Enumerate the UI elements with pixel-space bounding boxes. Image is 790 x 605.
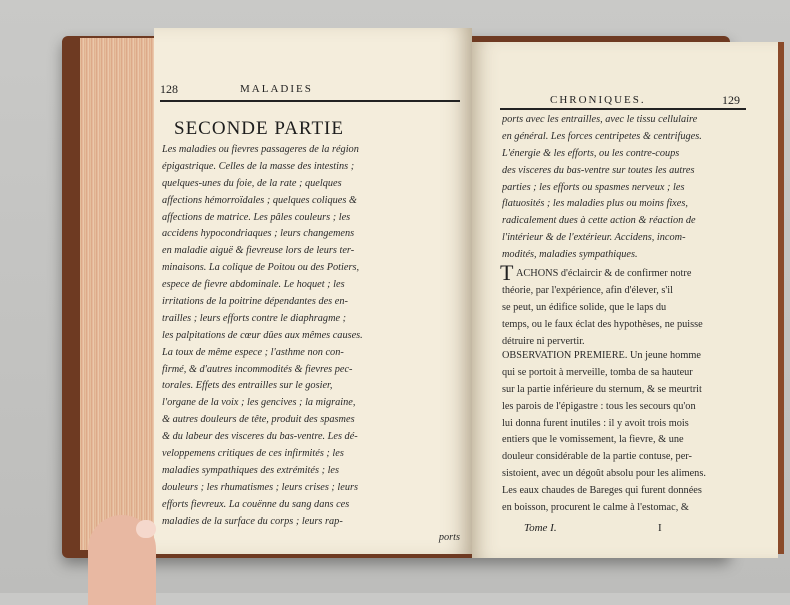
drop-letter: T xyxy=(500,260,514,285)
text-line: entiers que le vomissement, la fievre, & une xyxy=(502,434,684,446)
signature-mark: Tome I. xyxy=(524,522,557,534)
text-line: & autres douleurs de tête, produit des spasmes xyxy=(162,414,355,426)
text-line: accidens hypocondriaques ; leurs changemens xyxy=(162,228,355,240)
text-line: minaisons. La colique de Poitou ou des Potiers, xyxy=(162,262,360,274)
text-line: en maladie aiguë & fievreuse lors de leurs ter- xyxy=(162,245,355,257)
text-line: La toux de même espece ; l'asthme non con- xyxy=(162,346,344,358)
text-line: épigastrique. Celles de la masse des intestins ; xyxy=(162,160,355,172)
text-line: les parois de l'épigastre : tous les secours qu'on xyxy=(502,400,696,412)
left-head-rule xyxy=(160,100,460,102)
right-page-number: 129 xyxy=(722,93,740,107)
text-line: douleur considérable de la partie contuse, per- xyxy=(502,451,692,463)
text-line: l'intérieur & de l'extérieur. Accidens, incom- xyxy=(502,232,686,244)
text-line: affections hémorroïdales ; quelques coliques & xyxy=(162,194,357,206)
left-text-block xyxy=(162,142,466,547)
paragraph-two xyxy=(502,348,754,517)
open-book xyxy=(62,28,740,558)
text-line: firmé, & d'autres incommodités & fievres pec- xyxy=(162,363,353,375)
left-page xyxy=(154,28,472,554)
text-line: ports avec les entrailles, avec le tissu cellulaire xyxy=(502,114,698,125)
text-line: théorie, par l'expérience, afin d'élever, s'il xyxy=(502,284,673,296)
text-line: espece de fievre abdominale. Le hoquet ; les xyxy=(162,279,345,291)
text-line: maladies de la surface du corps ; leurs rap- xyxy=(162,515,343,527)
text-line: torales. Effets des entrailles sur le gosier, xyxy=(162,380,333,392)
text-line: Les maladies ou fievres passageres de la région xyxy=(162,144,359,155)
text-line: & du labeur des visceres du bas-ventre. Les dé- xyxy=(162,431,358,443)
signature-number: I xyxy=(658,522,662,534)
text-line: ports xyxy=(438,532,460,544)
thumbnail xyxy=(136,520,156,538)
text-line: en général. Les forces centripetes & centrifuges. xyxy=(502,130,702,142)
page-edges xyxy=(80,38,154,550)
right-head-rule xyxy=(500,108,746,110)
book-fore-edge xyxy=(778,42,784,554)
text-line: flatuosités ; les maladies plus ou moins fixes, xyxy=(502,198,688,210)
text-line: L'énergie & les efforts, ou les contre-coups xyxy=(502,147,680,159)
text-line: quelques-unes du foie, de la rate ; quelques xyxy=(162,177,342,189)
text-line: parties ; les efforts ou spasmes nerveux ; les xyxy=(502,181,685,193)
text-line: irritations de la poitrine dépendantes des en- xyxy=(162,296,348,308)
text-line: OBSERVATION PREMIERE. Un jeune homme xyxy=(502,350,701,361)
text-line: maladies sympathiques des extrémités ; les xyxy=(162,464,340,476)
section-title: SECONDE PARTIE xyxy=(174,118,344,139)
right-intro-block xyxy=(502,112,754,264)
text-line: les palpitations de cœur dûes aux mêmes causes. xyxy=(162,329,363,341)
text-line: des visceres du bas-ventre sur toutes les autres xyxy=(502,164,695,176)
left-running-head: MALADIES xyxy=(240,83,313,95)
paragraph-one xyxy=(502,266,754,350)
text-line: en boisson, procurent le calme à l'estomac, & xyxy=(502,502,689,514)
text-line: douleurs ; les rhumatismes ; leurs crises ; leurs xyxy=(162,481,359,493)
text-line: temps, ou le faux éclat des hypothèses, ne puisse xyxy=(502,318,703,330)
right-running-head: CHRONIQUES. xyxy=(550,94,646,106)
left-page-number: 128 xyxy=(160,82,178,96)
text-line: veloppemens critiques de ces infirmités ; les xyxy=(162,448,344,460)
text-line: lui donna furent inutiles : il y avoit trois mois xyxy=(502,417,689,429)
text-line: affections de matrice. Les pâles couleurs ; les xyxy=(162,211,351,223)
text-line: ACHONS d'éclaircir & de confirmer notre xyxy=(516,268,692,279)
text-line: Les eaux chaudes de Bareges qui furent données xyxy=(502,485,702,497)
text-line: l'organe de la voix ; les gencives ; la migraine, xyxy=(162,397,356,409)
text-line: détruire ni pervertir. xyxy=(502,335,585,347)
text-line: sistoient, avec un dégoût absolu pour les alimens. xyxy=(502,468,706,480)
text-line: radicalement dues à cette action & réaction de xyxy=(502,215,696,227)
text-line: se peut, un édifice solide, que le laps du xyxy=(502,301,667,313)
text-line: modités, maladies sympathiques. xyxy=(502,249,638,261)
text-line: qui se portoit à merveille, tomba de sa hauteur xyxy=(502,366,693,378)
right-page xyxy=(472,42,778,558)
text-line: trailles ; leurs efforts contre le diaphragme ; xyxy=(162,312,347,324)
text-line: efforts fievreux. La couënne du sang dans ces xyxy=(162,498,350,510)
text-line: sur la partie inférieure du sternum, & se meurtrit xyxy=(502,383,702,395)
